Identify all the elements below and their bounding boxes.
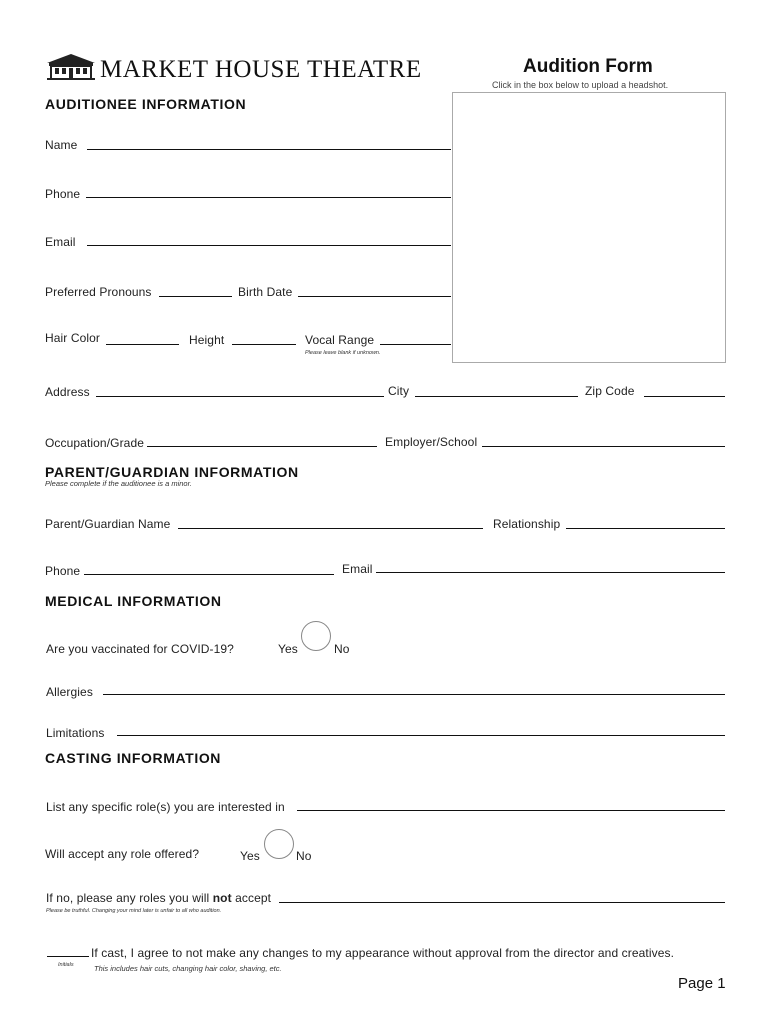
if-no-field[interactable]	[279, 902, 725, 903]
height-label: Height	[189, 333, 225, 347]
employer-field[interactable]	[482, 446, 725, 447]
address-field[interactable]	[96, 396, 384, 397]
city-field[interactable]	[415, 396, 578, 397]
guardian-email-field[interactable]	[376, 572, 725, 573]
vocal-range-field[interactable]	[380, 344, 451, 345]
upload-hint: Click in the box below to upload a headshot.	[492, 80, 669, 90]
if-no-text-pre: If no, please any roles you will	[46, 891, 213, 905]
if-no-label	[46, 891, 271, 905]
name-field[interactable]	[87, 149, 451, 150]
occupation-label: Occupation/Grade	[45, 436, 144, 450]
truthful-note: Please be truthful. Changing your mind later is unfair to all who audition.	[46, 908, 222, 914]
vocal-range-label: Vocal Range	[305, 333, 375, 347]
guardian-name-field[interactable]	[178, 528, 483, 529]
initials-label: Initials	[58, 962, 74, 968]
roles-interest-label: List any specific role(s) you are interested in	[46, 800, 285, 814]
agree-note: This includes hair cuts, changing hair color, shaving, etc.	[94, 964, 282, 973]
accept-yes-label: Yes	[240, 849, 260, 863]
medical-heading: MEDICAL INFORMATION	[45, 593, 222, 609]
limitations-label: Limitations	[46, 726, 105, 740]
allergies-label: Allergies	[46, 685, 93, 699]
email-label: Email	[45, 235, 76, 249]
employer-label: Employer/School	[385, 435, 478, 449]
accept-any-label: Will accept any role offered?	[45, 847, 200, 861]
guardian-phone-label: Phone	[45, 564, 81, 578]
relationship-field[interactable]	[566, 528, 725, 529]
if-no-text-post: accept	[231, 891, 272, 905]
covid-radio[interactable]	[301, 621, 331, 651]
hair-color-label: Hair Color	[45, 331, 101, 345]
if-no-text-bold: not	[212, 891, 232, 905]
zip-field[interactable]	[644, 396, 725, 397]
guardian-name-label: Parent/Guardian Name	[45, 517, 171, 531]
relationship-label: Relationship	[493, 517, 561, 531]
address-label: Address	[45, 385, 90, 399]
initials-field[interactable]	[47, 956, 89, 957]
pronouns-label: Preferred Pronouns	[45, 285, 152, 299]
headshot-upload-box[interactable]	[452, 92, 726, 363]
guardian-note: Please complete if the auditionee is a minor.	[45, 479, 192, 488]
auditionee-heading: AUDITIONEE INFORMATION	[45, 96, 247, 112]
occupation-field[interactable]	[147, 446, 377, 447]
accept-no-label: No	[296, 849, 312, 863]
guardian-phone-field[interactable]	[84, 574, 334, 575]
city-label: City	[388, 384, 410, 398]
birth-date-field[interactable]	[298, 296, 451, 297]
form-title: Audition Form	[523, 56, 653, 77]
page-number: Page 1	[678, 975, 726, 992]
casting-heading: CASTING INFORMATION	[45, 750, 222, 766]
vocal-range-note: Please leave blank if unknown.	[305, 350, 381, 356]
theatre-logo-icon	[45, 53, 97, 81]
guardian-heading: PARENT/GUARDIAN INFORMATION	[45, 464, 299, 480]
birth-date-label: Birth Date	[238, 285, 293, 299]
phone-label: Phone	[45, 187, 81, 201]
name-label: Name	[45, 138, 78, 152]
agree-statement: If cast, I agree to not make any changes to my appearance without approval from the director and creatives.	[91, 946, 675, 960]
allergies-field[interactable]	[103, 694, 725, 695]
zip-label: Zip Code	[585, 384, 635, 398]
email-field[interactable]	[87, 245, 451, 246]
phone-field[interactable]	[86, 197, 451, 198]
guardian-email-label: Email	[342, 562, 373, 576]
theatre-logo-text: MARKET HOUSE THEATRE	[100, 56, 422, 83]
limitations-field[interactable]	[117, 735, 725, 736]
covid-no-label: No	[334, 642, 350, 656]
covid-yes-label: Yes	[278, 642, 298, 656]
covid-question: Are you vaccinated for COVID-19?	[46, 642, 234, 656]
roles-interest-field[interactable]	[297, 810, 725, 811]
height-field[interactable]	[232, 344, 296, 345]
hair-color-field[interactable]	[106, 344, 179, 345]
pronouns-field[interactable]	[159, 296, 232, 297]
accept-any-radio[interactable]	[264, 829, 294, 859]
